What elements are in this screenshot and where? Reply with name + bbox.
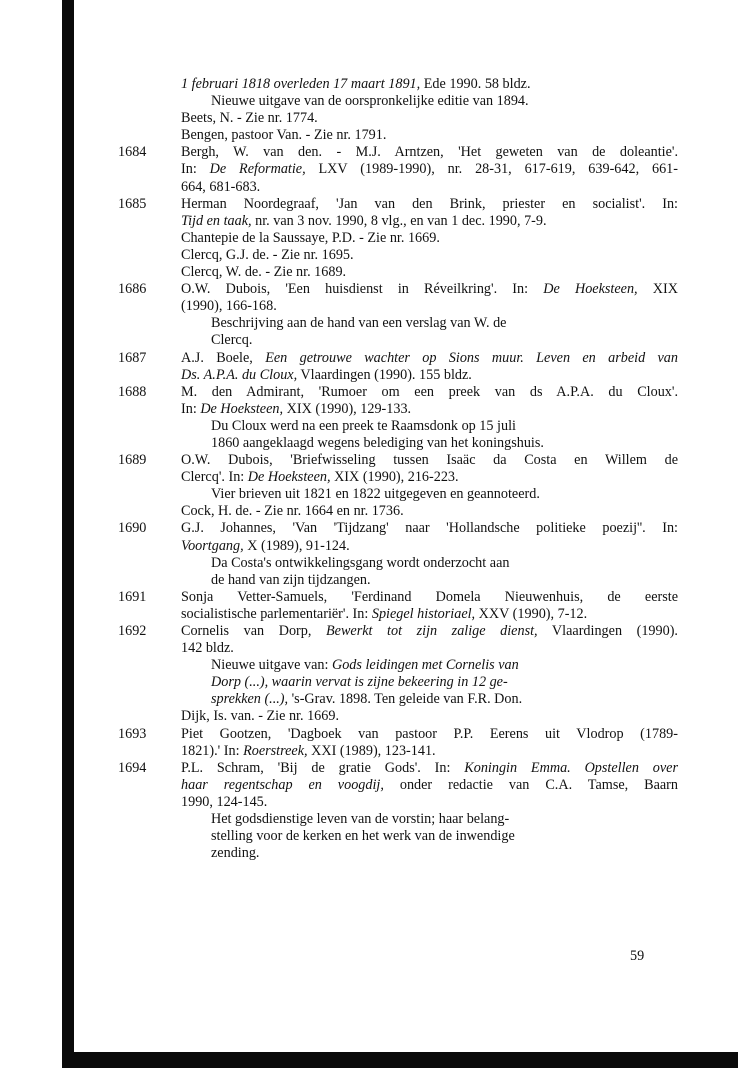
scan-edge-bottom: [62, 1052, 738, 1068]
entry-text: [118, 384, 678, 418]
entry-line: (1990), 166-168.: [181, 298, 277, 315]
annotation-line: Da Costa's ontwikkelingsgang wordt onderzocht aan: [211, 554, 510, 571]
annotation-line: Clercq.: [211, 332, 253, 349]
entry-line: Ds. A.P.A. du Cloux, Vlaardingen (1990). 155 bldz.: [181, 366, 472, 383]
entry-1684: [118, 144, 678, 195]
entry-line: Tijd en taak, nr. van 3 nov. 1990, 8 vlg., en van 1 dec. 1990, 7-9.: [181, 212, 547, 229]
entry-text: [118, 623, 678, 657]
entry-line: 1821).' In: Roerstreek, XXI (1989), 123-141.: [181, 742, 436, 759]
entry-line: Herman Noordegraaf, 'Jan van den Brink, priester en socialist'. In:: [181, 195, 678, 212]
entry-number: 1688: [118, 383, 147, 400]
entry-1691: [118, 589, 678, 623]
entry-line: 142 bldz.: [181, 640, 234, 657]
reference-line: 1 februari 1818 overleden 17 maart 1891, Ede 1990. 58 bldz.: [181, 76, 531, 92]
annotation-line: Het godsdienstige leven van de vorstin; haar belang-: [211, 811, 510, 828]
entry-line: O.W. Dubois, 'Briefwisseling tussen Isaäc da Costa en Willem de: [181, 452, 678, 469]
annotation-line: de hand van zijn tijdzangen.: [211, 571, 371, 588]
annotation-line: Vier brieven uit 1821 en 1822 uitgegeven en geannoteerd.: [211, 486, 540, 503]
entry-number: 1687: [118, 349, 147, 366]
reference-line: Clercq, W. de. - Zie nr. 1689.: [181, 264, 347, 281]
entry-line: A.J. Boele, Een getrouwe wachter op Sions muur. Leven en arbeid van: [181, 349, 678, 366]
entry-number: 1685: [118, 195, 147, 212]
page-number: 59: [630, 948, 645, 964]
entry-line: In: De Hoeksteen, XIX (1990), 129-133.: [181, 400, 412, 417]
entry-line: 1990, 124-145.: [181, 793, 268, 810]
entry-number: 1694: [118, 759, 147, 776]
annotation-line: 1860 aangeklaagd wegens belediging van het koningshuis.: [211, 434, 544, 451]
entry-number: 1690: [118, 520, 147, 537]
entry-line: M. den Admirant, 'Rumoer om een preek van ds A.P.A. du Cloux'.: [181, 383, 678, 400]
entry-text: [118, 196, 678, 230]
entry-1687: [118, 350, 678, 384]
entry-text: [118, 452, 678, 486]
entry-line: O.W. Dubois, 'Een huisdienst in Réveilkring'. In: De Hoeksteen, XIX: [181, 281, 679, 298]
entry-text: [118, 520, 678, 554]
bibliography-list: [118, 76, 678, 862]
entry-line: Clercq'. In: De Hoeksteen, XIX (1990), 216-223.: [181, 469, 459, 486]
entry-line: In: De Reformatie, LXV (1989-1990), nr. 28-31, 617-619, 639-642, 661-: [181, 161, 678, 178]
entry-1686: [118, 281, 678, 315]
entry-text: [118, 760, 678, 811]
annotation-line: zending.: [211, 845, 260, 862]
entry-number: 1692: [118, 623, 147, 639]
annotation-line: Du Cloux werd na een preek te Raamsdonk op 15 juli: [211, 417, 516, 434]
annotation-line: Nieuwe uitgave van: Gods leidingen met Cornelis van: [211, 657, 519, 674]
entry-text: [118, 726, 678, 760]
entry-text: [118, 350, 678, 384]
entry-1689: [118, 452, 678, 486]
annotation-line: sprekken (...), 's-Grav. 1898. Ten geleide van F.R. Don.: [211, 691, 523, 708]
annotation-line: Nieuwe uitgave van de oorspronkelijke editie van 1894.: [211, 93, 529, 110]
entry-line: P.L. Schram, 'Bij de gratie Gods'. In: Koningin Emma. Opstellen over: [181, 759, 678, 776]
entry-line: socialistische parlementariër'. In: Spiegel historiael, XXV (1990), 7-12.: [181, 605, 588, 622]
reference-line: Chantepie de la Saussaye, P.D. - Zie nr. 1669.: [181, 229, 440, 246]
scan-edge-left: [62, 0, 74, 1060]
entry-line: Bergh, W. van den. - M.J. Arntzen, 'Het geweten van de doleantie'.: [181, 144, 678, 161]
entry-number: 1693: [118, 725, 147, 742]
annotation-line: Dorp (...), waarin vervat is zijne bekeering in 12 ge-: [211, 674, 508, 691]
entry-text: [118, 281, 678, 315]
annotation-line: Beschrijving aan de hand van een verslag van W. de: [211, 315, 507, 332]
entry-1694: [118, 760, 678, 811]
entry-line: G.J. Johannes, 'Van 'Tijdzang' naar 'Hollandsche politieke poezij''. In:: [181, 520, 678, 537]
entry-number: 1684: [118, 144, 147, 161]
annotation-line: stelling voor de kerken en het werk van de inwendige: [211, 828, 515, 845]
entry-line: Sonja Vetter-Samuels, 'Ferdinand Domela Nieuwenhuis, de eerste: [181, 588, 678, 605]
entry-line: haar regentschap en voogdij, onder redactie van C.A. Tamse, Baarn: [181, 776, 678, 793]
entry-line: 664, 681-683.: [181, 178, 261, 195]
reference-line: Beets, N. - Zie nr. 1774.: [181, 110, 318, 127]
entry-number: 1691: [118, 588, 147, 605]
entry-line: Voortgang, X (1989), 91-124.: [181, 537, 350, 554]
entry-line: Cornelis van Dorp, Bewerkt tot zijn zalige dienst, Vlaardingen (1990).: [181, 623, 678, 639]
reference-line: Dijk, Is. van. - Zie nr. 1669.: [181, 708, 340, 725]
entry-1693: [118, 726, 678, 760]
entry-1692: [118, 623, 678, 657]
entry-number: 1686: [118, 281, 147, 298]
entry-text: [118, 144, 678, 195]
entry-text: [118, 589, 678, 623]
entry-line: Piet Gootzen, 'Dagboek van pastoor P.P. Eerens uit Vlodrop (1789-: [181, 725, 678, 742]
entry-1688: [118, 384, 678, 418]
reference-line: Bengen, pastoor Van. - Zie nr. 1791.: [181, 127, 387, 144]
reference-line: Clercq, G.J. de. - Zie nr. 1695.: [181, 246, 354, 263]
entry-1685: [118, 196, 678, 230]
reference-line: Cock, H. de. - Zie nr. 1664 en nr. 1736.: [181, 503, 404, 520]
entry-number: 1689: [118, 452, 147, 469]
entry-1690: [118, 520, 678, 554]
